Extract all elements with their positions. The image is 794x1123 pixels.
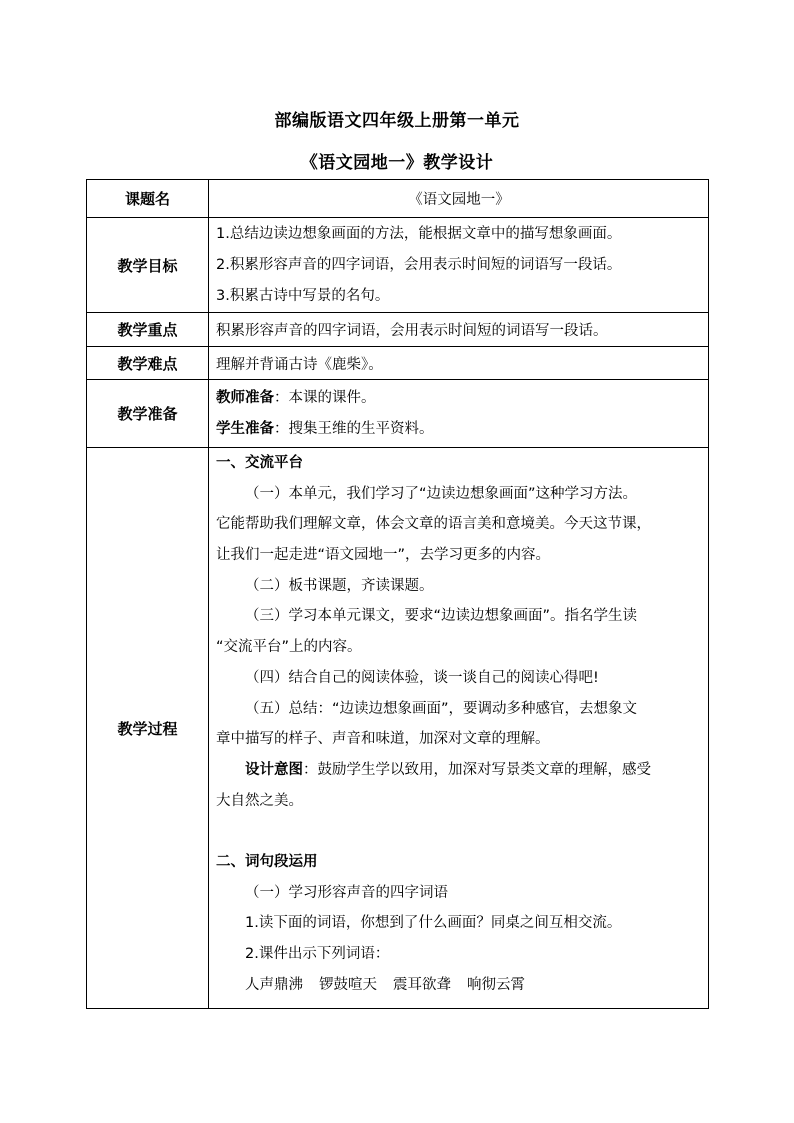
paragraph-line: 它能帮助我们理解文章，体会文章的语言美和意境美。今天这节课， [216,516,651,533]
word-item: 响彻云霄 [467,976,525,993]
label-key: 教学重点 [87,313,209,347]
design-intent-text: ：鼓励学生学以致用，加深对写景类文章的理解，感受 [303,761,651,778]
design-intent-label: 设计意图 [245,761,303,778]
value-topic: 《语文园地一》 [209,180,709,218]
row-process [87,448,709,1009]
teacher-prep-value: ：本课的课件。 [274,389,376,406]
section-heading: 二、词句段运用 [216,853,318,870]
row-goals [87,218,709,313]
paragraph-line: 章中描写的样子、声音和味道，加深对文章的理解。 [216,731,550,748]
word-item: 震耳欲聋 [393,976,451,993]
paragraph-line: 大自然之美。 [216,792,303,809]
value-key: 积累形容声音的四字词语，会用表示时间短的词语写一段话。 [209,313,709,347]
value-process [209,448,709,1009]
goal-item: 2.积累形容声音的四字词语，会用表示时间短的词语写一段话。 [216,256,622,273]
student-prep-label: 学生准备 [216,420,274,437]
label-prep: 教学准备 [87,380,209,448]
paragraph-line: 2.课件出示下列词语： [245,946,390,962]
value-prep [209,380,709,448]
teacher-prep-label: 教师准备 [216,389,274,406]
row-key [87,313,709,347]
label-process: 教学过程 [87,448,209,1009]
paragraph-line: “交流平台”上的内容。 [216,639,362,656]
student-prep-value: ：搜集王维的生平资料。 [274,420,434,437]
row-prep [87,380,709,448]
label-difficulty: 教学难点 [87,347,209,380]
row-topic [87,180,709,218]
word-item: 人声鼎沸 [245,976,303,993]
paragraph-line: 让我们一起走进“语文园地一”，去学习更多的内容。 [216,547,551,564]
word-list [216,970,702,1001]
document-subtitle: 《语文园地一》教学设计 [300,153,494,173]
paragraph-line: （四）结合自己的阅读体验，谈一谈自己的阅读心得吧! [245,669,599,686]
paragraph-line: （一）学习形容声音的四字词语 [245,884,448,901]
paragraph-line: （二）板书课题，齐读课题。 [245,577,434,594]
paragraph-line: （三）学习本单元课文，要求“边读边想象画面”。指名学生读 [245,608,638,625]
section-heading: 一、交流平台 [216,455,303,471]
document-title: 部编版语文四年级上册第一单元 [274,111,520,131]
lesson-plan-table [86,179,709,1009]
value-difficulty: 理解并背诵古诗《鹿柴》。 [209,347,709,380]
value-goals [209,218,709,313]
label-goals: 教学目标 [87,218,209,313]
paragraph-line: （一）本单元，我们学习了“边读边想象画面”这种学习方法。 [245,485,638,502]
goal-item: 3.积累古诗中写景的名句。 [216,287,390,304]
label-topic: 课题名 [87,180,209,218]
goal-item: 1.总结边读边想象画面的方法，能根据文章中的描写想象画面。 [216,225,622,242]
paragraph-line: 1.读下面的词语，你想到了什么画面？同桌之间互相交流。 [245,915,622,932]
row-difficulty [87,347,709,380]
paragraph-line: （五）总结：“边读边想象画面”，要调动多种感官，去想象文 [245,700,638,717]
word-item: 锣鼓喧天 [319,976,377,993]
